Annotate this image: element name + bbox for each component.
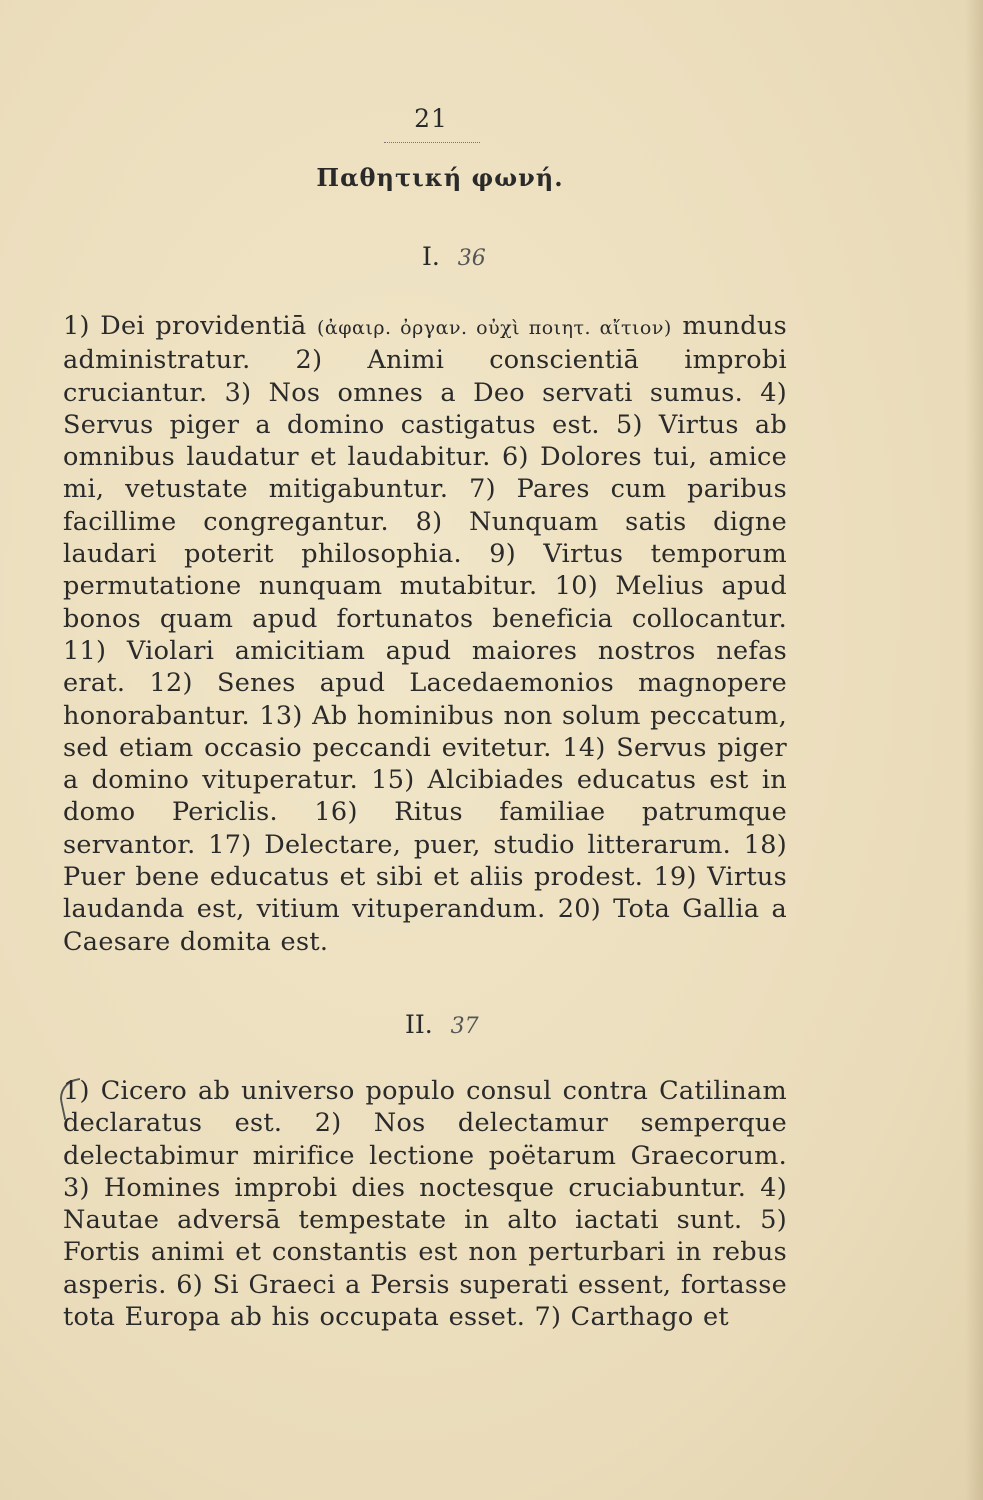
section-2-handwritten-note: 37	[450, 1014, 479, 1039]
section-2-label	[405, 1010, 479, 1039]
section-1-text-rest: mundus administratur. 2) Animi conscientiā improbi cruciantur. 3) Nos omnes a Deo servati sumus. 4) Servus piger a domino castigatus est. 5) Virtus ab omnibus laudatur et laudabitur. 6) Dolores tui, amice mi, vetustate mitigabuntur. 7) Pares cum paribus facillime congregantur. 8) Nunquam satis digne laudari poterit philosophia. 9) Virtus temporum permutatione nunquam mutabitur. 10) Melius apud bonos quam apud fortunatos beneficia collocantur. 11) Violari amicitiam apud maiores nostros nefas erat. 12) Senes apud Lacedaemonios magnopere honorabantur. 13) Ab hominibus non solum peccatum, sed etiam occasio peccandi evitetur. 14) Servus piger a domino vituperatur. 15) Alcibiades educatus est in domo Periclis. 16) Ritus familiae patrumque servantor. 17) Delectare, puer, studio litterarum. 18) Puer bene educatus et sibi et aliis prodest. 19) Virtus laudanda est, vitium vituperandum. 20) Tota Gallia a Caesare domita est.	[63, 311, 787, 957]
chapter-heading: Παθητική φωνή.	[316, 163, 564, 192]
page-number: 21	[414, 104, 448, 133]
section-1-numeral: I.	[422, 242, 440, 271]
section-1-text-start: 1) Dei providentiā	[63, 311, 317, 341]
greek-gloss: (ἀφαιρ. ὀργαν. οὐχὶ ποιητ. αἴτιον)	[317, 317, 672, 339]
section-1-handwritten-note: 36	[457, 246, 486, 271]
section-1-label	[422, 242, 486, 271]
section-1-exercise-text	[63, 310, 787, 958]
page-number-rule	[384, 142, 480, 143]
section-2-exercise-text: 1) Cicero ab universo populo consul contra Catilinam declaratus est. 2) Nos delectamur semperque delectabimur mirifice lectione poëtarum Graecorum. 3) Homines improbi dies noctesque cruciabuntur. 4) Nautae adversā tempestate in alto iactati sunt. 5) Fortis animi et constantis est non perturbari in rebus asperis. 6) Si Graeci a Persis superati essent, fortasse tota Europa ab his occupata esset. 7) Carthago et	[63, 1076, 787, 1333]
section-2-numeral: II.	[405, 1010, 433, 1039]
page-edge-shadow	[965, 0, 983, 1500]
